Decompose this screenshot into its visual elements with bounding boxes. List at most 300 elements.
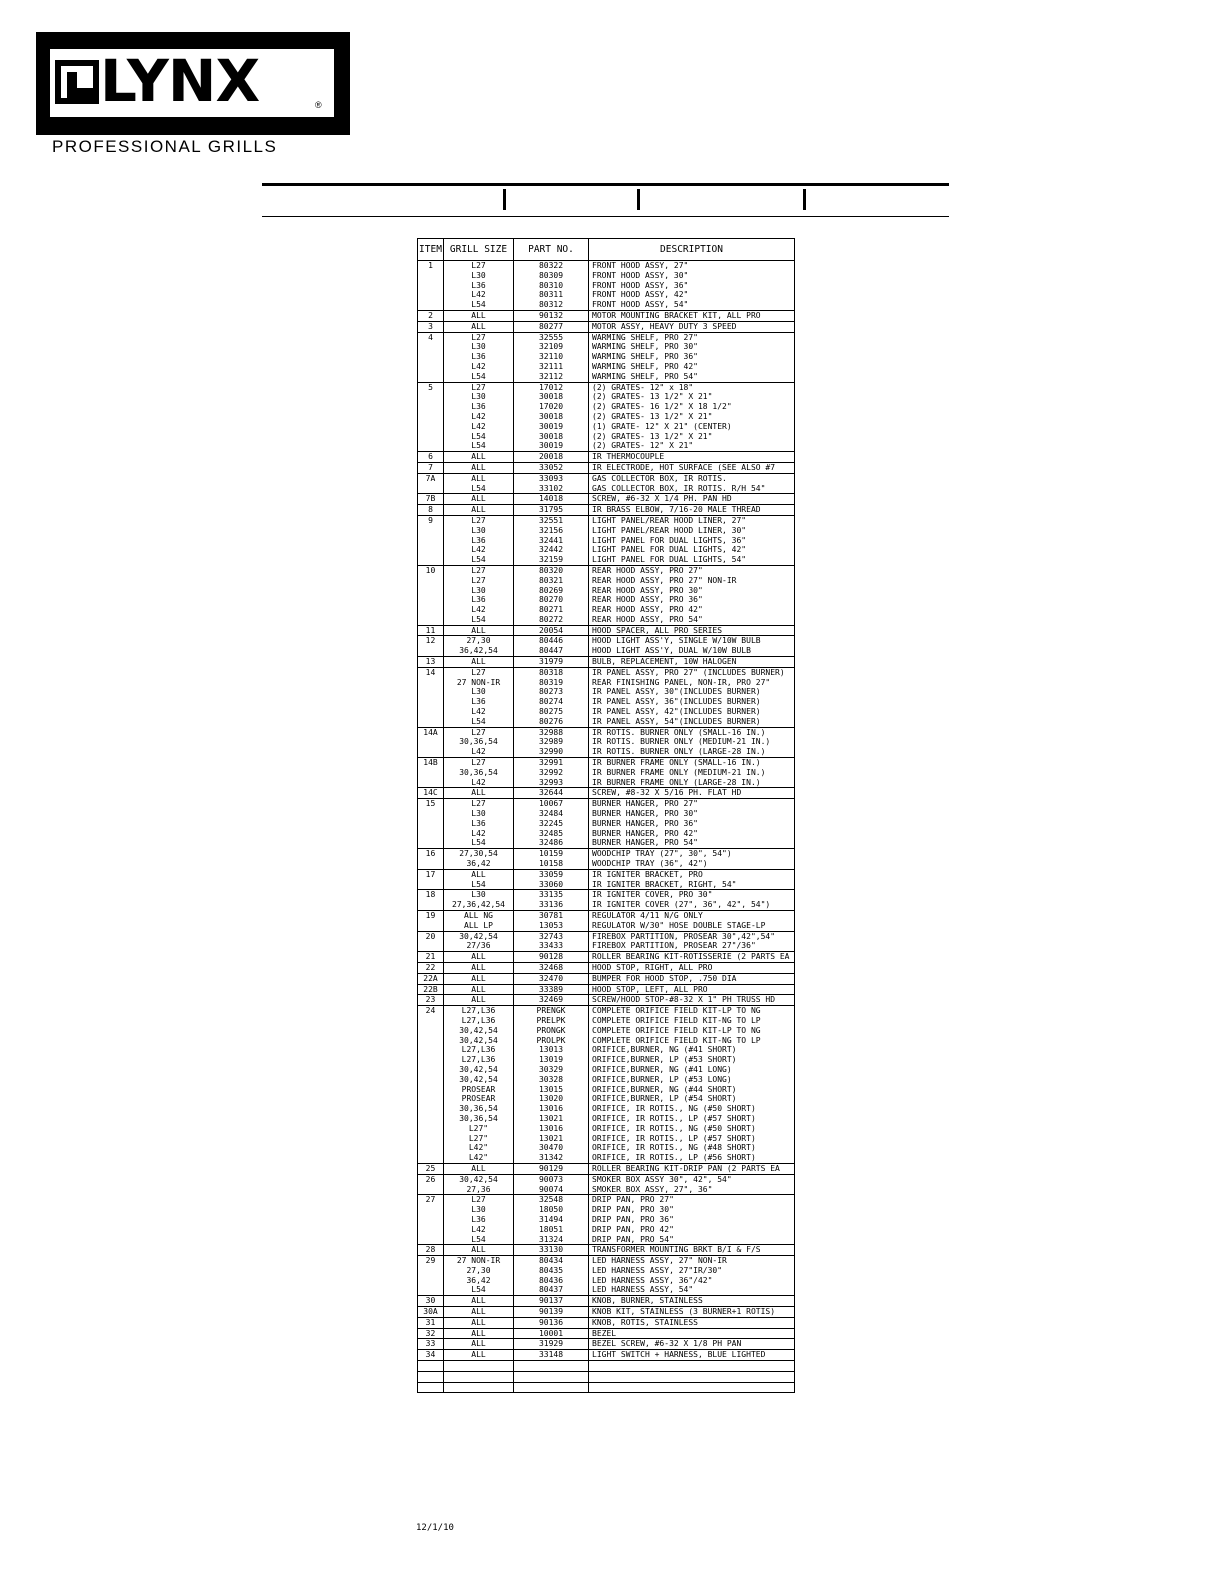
cell-part-no: 90136 (514, 1317, 589, 1328)
table-row (418, 605, 795, 615)
table-row (418, 1256, 795, 1266)
cell-item (418, 1114, 444, 1124)
cell-description: IR BURNER FRAME ONLY (MEDIUM-21 IN.) (589, 768, 795, 778)
table-row (418, 473, 795, 483)
cell-part-no: 33093 (514, 473, 589, 483)
cell-part-no: 80319 (514, 678, 589, 688)
cell-grill-size: 30,36,54 (444, 1114, 514, 1124)
table-row (418, 687, 795, 697)
cell-part-no: 32743 (514, 931, 589, 941)
cell-grill-size: ALL (444, 462, 514, 473)
cell-item: 25 (418, 1163, 444, 1174)
cell-description: BULB, REPLACEMENT, 10W HALOGEN (589, 657, 795, 668)
cell-part-no: 32468 (514, 962, 589, 973)
cell-item: 16 (418, 849, 444, 859)
cell-part-no: 13021 (514, 1114, 589, 1124)
cell-grill-size: L30 (444, 809, 514, 819)
cell-description: ORIFICE,BURNER, LP (#53 LONG) (589, 1075, 795, 1085)
cell-part-no: 32469 (514, 995, 589, 1006)
cell-description: BURNER HANGER, PRO 36" (589, 819, 795, 829)
cell-description: LIGHT PANEL/REAR HOOD LINER, 30" (589, 526, 795, 536)
cell-part-no: 30019 (514, 422, 589, 432)
table-row (418, 1143, 795, 1153)
cell-item (418, 747, 444, 757)
cell-item (418, 372, 444, 382)
table-row (418, 1085, 795, 1095)
cell-description: LED HARNESS ASSY, 54" (589, 1285, 795, 1295)
cell-description: LED HARNESS ASSY, 27"IR/30" (589, 1266, 795, 1276)
cell-description: WARMING SHELF, PRO 54" (589, 372, 795, 382)
cell-item: 22 (418, 962, 444, 973)
cell-item (418, 300, 444, 310)
cell-item (418, 1285, 444, 1295)
table-row (418, 758, 795, 768)
cell-part-no: 17020 (514, 402, 589, 412)
cell-description: MOTOR ASSY, HEAVY DUTY 3 SPEED (589, 321, 795, 332)
cell-grill-size: 27,36 (444, 1185, 514, 1195)
cell-grill-size: L42 (444, 362, 514, 372)
cell-description: COMPLETE ORIFICE FIELD KIT-NG TO LP (589, 1016, 795, 1026)
table-row (418, 1245, 795, 1256)
table-row (418, 838, 795, 848)
table-row (418, 526, 795, 536)
cell-item (418, 1094, 444, 1104)
cell-item: 17 (418, 869, 444, 879)
table-row (418, 372, 795, 382)
cell-description: REAR HOOD ASSY, PRO 36" (589, 595, 795, 605)
cell-item: 6 (418, 452, 444, 463)
cell-part-no: 14018 (514, 494, 589, 505)
table-row (418, 271, 795, 281)
cell-item: 23 (418, 995, 444, 1006)
cell-part-no: 80320 (514, 565, 589, 575)
cell-description: DRIP PAN, PRO 36" (589, 1215, 795, 1225)
cell-item (418, 1153, 444, 1163)
cell-part-no: 32109 (514, 342, 589, 352)
cell-item: 30 (418, 1296, 444, 1307)
cell-description: IR IGNITER BRACKET, RIGHT, 54" (589, 880, 795, 890)
cell-grill-size: ALL (444, 473, 514, 483)
table-row (418, 1296, 795, 1307)
table-row (418, 1328, 795, 1339)
cell-item (418, 941, 444, 951)
cell-description: GAS COLLECTOR BOX, IR ROTIS. (589, 473, 795, 483)
table-row (418, 788, 795, 799)
cell-part-no: 90132 (514, 310, 589, 321)
column-header-part-no: PART NO. (514, 239, 589, 261)
cell-grill-size: ALL LP (444, 921, 514, 931)
cell-part-no: 32555 (514, 332, 589, 342)
cell-part-no: 17012 (514, 382, 589, 392)
cell-grill-size: ALL (444, 1339, 514, 1350)
cell-grill-size: L42 (444, 290, 514, 300)
cell-grill-size: L27,L36 (444, 1055, 514, 1065)
table-row (418, 615, 795, 625)
column-header-description: DESCRIPTION (589, 239, 795, 261)
cell-part-no: PRONGK (514, 1026, 589, 1036)
cell-part-no: 33060 (514, 880, 589, 890)
cell-grill-size: 36,42 (444, 1276, 514, 1286)
cell-description: IR PANEL ASSY, 54"(INCLUDES BURNER) (589, 717, 795, 727)
cell-part-no: 80434 (514, 1256, 589, 1266)
cell-item: 27 (418, 1195, 444, 1205)
cell-part-no: 32990 (514, 747, 589, 757)
column-header-grill-size: GRILL SIZE (444, 239, 514, 261)
table-row (418, 332, 795, 342)
cell-grill-size: L30 (444, 271, 514, 281)
cell-grill-size: L54 (444, 300, 514, 310)
table-row (418, 931, 795, 941)
cell-part-no: 90128 (514, 952, 589, 963)
cell-description: IR IGNITER BRACKET, PRO (589, 869, 795, 879)
cell-part-no: 80312 (514, 300, 589, 310)
cell-description: ORIFICE,BURNER, LP (#53 SHORT) (589, 1055, 795, 1065)
cell-item (418, 1026, 444, 1036)
cell-part-no: 32991 (514, 758, 589, 768)
cell-part-no: 33059 (514, 869, 589, 879)
cell-grill-size: L42 (444, 605, 514, 615)
cell-grill-size: 30,42,54 (444, 1036, 514, 1046)
cell-item (418, 819, 444, 829)
table-row (418, 880, 795, 890)
cell-description: ORIFICE, IR ROTIS., LP (#57 SHORT) (589, 1134, 795, 1144)
header-divider (803, 189, 806, 210)
table-row (418, 565, 795, 575)
table-row (418, 636, 795, 646)
cell-description: (2) GRATES- 12" x 18" (589, 382, 795, 392)
table-row (418, 576, 795, 586)
cell-part-no: 32644 (514, 788, 589, 799)
cell-item: 9 (418, 515, 444, 525)
cell-grill-size: L27 (444, 332, 514, 342)
cell-item: 11 (418, 625, 444, 636)
table-row (418, 300, 795, 310)
cell-grill-size: 30,42,54 (444, 1026, 514, 1036)
cell-part-no: 32551 (514, 515, 589, 525)
cell-part-no: 80271 (514, 605, 589, 615)
table-row (418, 1225, 795, 1235)
cell-part-no: 90129 (514, 1163, 589, 1174)
cell-grill-size: L27 (444, 382, 514, 392)
table-row (418, 1339, 795, 1350)
cell-grill-size: 30,36,54 (444, 1104, 514, 1114)
cell-grill-size: L42 (444, 778, 514, 788)
cell-grill-size: L30 (444, 890, 514, 900)
cell-grill-size: ALL NG (444, 911, 514, 921)
table-row (418, 1163, 795, 1174)
cell-part-no: 30470 (514, 1143, 589, 1153)
table-row (418, 412, 795, 422)
cell-description: IR ROTIS. BURNER ONLY (MEDIUM-21 IN.) (589, 737, 795, 747)
cell-grill-size: L30 (444, 342, 514, 352)
table-row (418, 452, 795, 463)
table-row (418, 667, 795, 677)
cell-grill-size: L27 (444, 1195, 514, 1205)
cell-item (418, 1065, 444, 1075)
cell-grill-size: L36 (444, 536, 514, 546)
cell-grill-size: L54 (444, 1235, 514, 1245)
table-row (418, 1317, 795, 1328)
table-row (418, 657, 795, 668)
cell-grill-size: L36 (444, 595, 514, 605)
cell-description: IR IGNITER COVER (27", 36", 42", 54") (589, 900, 795, 910)
cell-grill-size: ALL (444, 505, 514, 516)
cell-item (418, 281, 444, 291)
cell-item (418, 605, 444, 615)
table-row (418, 1153, 795, 1163)
cell-description: MOTOR MOUNTING BRACKET KIT, ALL PRO (589, 310, 795, 321)
cell-item (418, 1225, 444, 1235)
cell-part-no: 13013 (514, 1045, 589, 1055)
cell-item (418, 1235, 444, 1245)
cell-part-no: 10158 (514, 859, 589, 869)
cell-grill-size: L27,L36 (444, 1045, 514, 1055)
cell-grill-size: ALL (444, 1296, 514, 1307)
cell-grill-size: L54 (444, 717, 514, 727)
table-row (418, 1276, 795, 1286)
cell-grill-size: L36 (444, 281, 514, 291)
table-row (418, 1235, 795, 1245)
table-row (418, 352, 795, 362)
cell-description: LIGHT SWITCH + HARNESS, BLUE LIGHTED (589, 1350, 795, 1361)
table-row (418, 1026, 795, 1036)
table-row (418, 849, 795, 859)
cell-grill-size: L36 (444, 352, 514, 362)
cell-part-no: PRENGK (514, 1006, 589, 1016)
table-row (418, 890, 795, 900)
cell-description: IR PANEL ASSY, PRO 27" (INCLUDES BURNER) (589, 667, 795, 677)
cell-grill-size: L36 (444, 1215, 514, 1225)
cell-item (418, 778, 444, 788)
cell-item: 21 (418, 952, 444, 963)
cell-grill-size: 27,36,42,54 (444, 900, 514, 910)
cell-item (418, 1055, 444, 1065)
parts-table (417, 238, 795, 1393)
cell-description: DRIP PAN, PRO 27" (589, 1195, 795, 1205)
cell-item (418, 545, 444, 555)
cell-item (418, 555, 444, 565)
cell-grill-size: 27/36 (444, 941, 514, 951)
cell-description: SMOKER BOX ASSY 30", 42", 54" (589, 1174, 795, 1184)
table-row (418, 921, 795, 931)
cell-item (418, 412, 444, 422)
cell-description: IR PANEL ASSY, 36"(INCLUDES BURNER) (589, 697, 795, 707)
table-row (418, 829, 795, 839)
cell-description: IR BURNER FRAME ONLY (SMALL-16 IN.) (589, 758, 795, 768)
cell-grill-size: L54 (444, 484, 514, 494)
cell-grill-size: ALL (444, 952, 514, 963)
cell-item (418, 1361, 444, 1372)
cell-part-no: 30329 (514, 1065, 589, 1075)
cell-item (418, 1276, 444, 1286)
cell-description: ORIFICE,BURNER, NG (#41 SHORT) (589, 1045, 795, 1055)
cell-description: IR THERMOCOUPLE (589, 452, 795, 463)
cell-part-no: 80447 (514, 646, 589, 656)
cell-part-no: 18051 (514, 1225, 589, 1235)
cell-grill-size: 30,36,54 (444, 768, 514, 778)
cell-grill-size (444, 1371, 514, 1382)
cell-part-no (514, 1382, 589, 1393)
cell-description: TRANSFORMER MOUNTING BRKT B/I & F/S (589, 1245, 795, 1256)
cell-description: IR PANEL ASSY, 42"(INCLUDES BURNER) (589, 707, 795, 717)
cell-description: FIREBOX PARTITION, PROSEAR 27"/36" (589, 941, 795, 951)
cell-grill-size: L27 (444, 758, 514, 768)
table-row (418, 727, 795, 737)
cell-description (589, 1382, 795, 1393)
cell-item: 14A (418, 727, 444, 737)
cell-grill-size: ALL (444, 1350, 514, 1361)
table-row (418, 342, 795, 352)
table-row (418, 462, 795, 473)
cell-part-no: 80275 (514, 707, 589, 717)
cell-grill-size: L42 (444, 1225, 514, 1235)
table-row (418, 432, 795, 442)
cell-grill-size: L27 (444, 799, 514, 809)
cell-part-no: 31929 (514, 1339, 589, 1350)
cell-part-no: 80269 (514, 586, 589, 596)
cell-item (418, 352, 444, 362)
cell-item: 26 (418, 1174, 444, 1184)
cell-description: LED HARNESS ASSY, 27" NON-IR (589, 1256, 795, 1266)
cell-grill-size: ALL (444, 1317, 514, 1328)
cell-grill-size: L27 (444, 576, 514, 586)
table-row (418, 310, 795, 321)
cell-grill-size: L42 (444, 829, 514, 839)
cell-item: 29 (418, 1256, 444, 1266)
cell-description: WARMING SHELF, PRO 30" (589, 342, 795, 352)
table-row (418, 321, 795, 332)
cell-grill-size: L54 (444, 441, 514, 451)
table-row (418, 941, 795, 951)
cell-grill-size: PROSEAR (444, 1094, 514, 1104)
cell-description: COMPLETE ORIFICE FIELD KIT-NG TO LP (589, 1036, 795, 1046)
table-row (418, 984, 795, 995)
cell-description: REAR HOOD ASSY, PRO 42" (589, 605, 795, 615)
cell-item (418, 707, 444, 717)
cell-part-no: 30019 (514, 441, 589, 451)
cell-description: LIGHT PANEL FOR DUAL LIGHTS, 36" (589, 536, 795, 546)
table-row (418, 1205, 795, 1215)
cell-grill-size: ALL (444, 788, 514, 799)
cell-grill-size: 30,42,54 (444, 931, 514, 941)
cell-item (418, 615, 444, 625)
cell-item: 14C (418, 788, 444, 799)
cell-description (589, 1371, 795, 1382)
cell-description: BURNER HANGER, PRO 27" (589, 799, 795, 809)
cell-item (418, 342, 444, 352)
cell-item: 4 (418, 332, 444, 342)
cell-item (418, 586, 444, 596)
cell-item (418, 1085, 444, 1095)
cell-part-no: 33389 (514, 984, 589, 995)
cell-part-no: 32992 (514, 768, 589, 778)
cell-grill-size: PROSEAR (444, 1085, 514, 1095)
cell-item (418, 687, 444, 697)
table-row (418, 515, 795, 525)
cell-part-no (514, 1361, 589, 1372)
cell-part-no: 33135 (514, 890, 589, 900)
table-row (418, 362, 795, 372)
cell-description: HOOD LIGHT ASS'Y, DUAL W/10W BULB (589, 646, 795, 656)
cell-part-no: 80309 (514, 271, 589, 281)
cell-part-no: 80446 (514, 636, 589, 646)
cell-item (418, 1104, 444, 1114)
cell-description: ROLLER BEARING KIT-ROTISSERIE (2 PARTS EA (589, 952, 795, 963)
cell-item (418, 1185, 444, 1195)
cell-item: 7B (418, 494, 444, 505)
cell-description: LIGHT PANEL FOR DUAL LIGHTS, 42" (589, 545, 795, 555)
cell-item (418, 271, 444, 281)
cell-part-no: 13019 (514, 1055, 589, 1065)
cell-part-no: 32486 (514, 838, 589, 848)
cell-part-no: 80437 (514, 1285, 589, 1295)
table-row (418, 952, 795, 963)
table-row (418, 392, 795, 402)
table-row (418, 422, 795, 432)
cell-item: 31 (418, 1317, 444, 1328)
cell-item (418, 880, 444, 890)
cell-part-no: 13021 (514, 1134, 589, 1144)
cell-description: FRONT HOOD ASSY, 27" (589, 261, 795, 271)
cell-description (589, 1361, 795, 1372)
cell-part-no: 32112 (514, 372, 589, 382)
cell-description: IR ELECTRODE, HOT SURFACE (SEE ALSO #7 (589, 462, 795, 473)
cell-part-no: 80311 (514, 290, 589, 300)
cell-description: SMOKER BOX ASSY, 27", 36" (589, 1185, 795, 1195)
cell-part-no: 32988 (514, 727, 589, 737)
cell-item: 34 (418, 1350, 444, 1361)
table-row (418, 281, 795, 291)
cell-part-no: 80273 (514, 687, 589, 697)
cell-item (418, 717, 444, 727)
cell-description: LIGHT PANEL/REAR HOOD LINER, 27" (589, 515, 795, 525)
table-row (418, 799, 795, 809)
cell-part-no: 13020 (514, 1094, 589, 1104)
cell-description: BURNER HANGER, PRO 30" (589, 809, 795, 819)
cell-item (418, 829, 444, 839)
cell-item (418, 290, 444, 300)
cell-description: IR ROTIS. BURNER ONLY (LARGE-28 IN.) (589, 747, 795, 757)
table-row (418, 707, 795, 717)
cell-description: SCREW, #8-32 X 5/16 PH. FLAT HD (589, 788, 795, 799)
cell-item (418, 362, 444, 372)
cell-grill-size: L54 (444, 880, 514, 890)
cell-description: SCREW, #6-32 X 1/4 PH. PAN HD (589, 494, 795, 505)
table-row (418, 1124, 795, 1134)
cell-grill-size: ALL (444, 1245, 514, 1256)
cell-description: FRONT HOOD ASSY, 42" (589, 290, 795, 300)
header-divider (503, 189, 506, 210)
cell-description: HOOD STOP, RIGHT, ALL PRO (589, 962, 795, 973)
cell-part-no: 80277 (514, 321, 589, 332)
cell-part-no: 20018 (514, 452, 589, 463)
cell-grill-size: ALL (444, 869, 514, 879)
cell-description: REAR HOOD ASSY, PRO 27" NON-IR (589, 576, 795, 586)
table-row (418, 995, 795, 1006)
cell-grill-size: L30 (444, 586, 514, 596)
table-row (418, 778, 795, 788)
cell-item (418, 838, 444, 848)
cell-grill-size: ALL (444, 657, 514, 668)
cell-description: HOOD LIGHT ASS'Y, SINGLE W/10W BULB (589, 636, 795, 646)
table-row (418, 1361, 795, 1372)
cell-item: 10 (418, 565, 444, 575)
cell-description: COMPLETE ORIFICE FIELD KIT-LP TO NG (589, 1006, 795, 1016)
cell-grill-size: L54 (444, 838, 514, 848)
cell-grill-size: ALL (444, 1328, 514, 1339)
table-row (418, 717, 795, 727)
cell-item (418, 441, 444, 451)
